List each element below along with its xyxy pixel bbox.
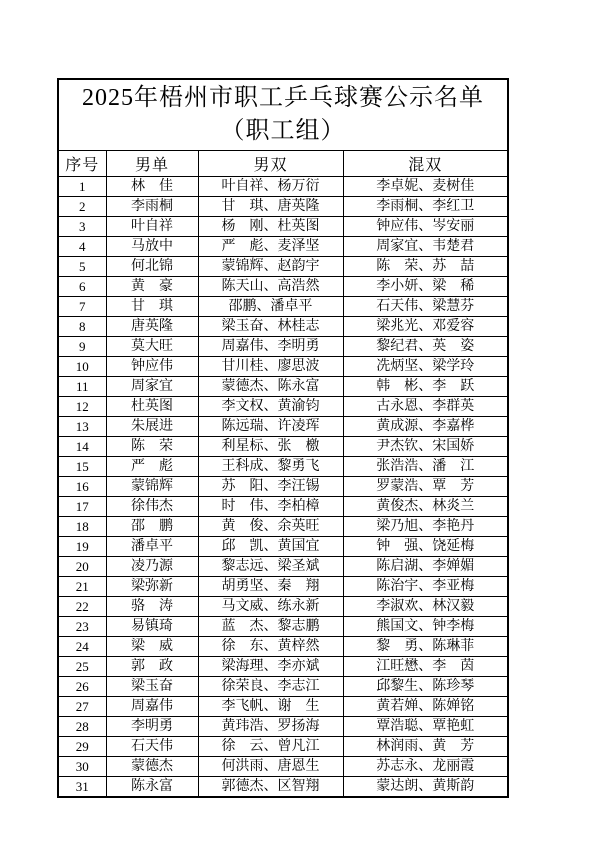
table-body (58, 177, 508, 798)
cell-mens-doubles: 蒙锦辉、赵韵宇 (198, 257, 343, 277)
table-row (58, 317, 508, 337)
cell-serial-number: 9 (58, 337, 106, 357)
cell-mens-doubles: 马文威、练永新 (198, 597, 343, 617)
table-row (58, 617, 508, 637)
cell-serial-number: 7 (58, 297, 106, 317)
cell-mens-singles: 马放中 (106, 237, 198, 257)
table-row (58, 177, 508, 197)
cell-serial-number: 18 (58, 517, 106, 537)
cell-serial-number: 28 (58, 717, 106, 737)
cell-mens-singles: 莫大旺 (106, 337, 198, 357)
title-line-2: （职工组） (220, 118, 346, 144)
cell-mixed-doubles: 江旺懋、李 茵 (343, 657, 508, 677)
cell-mens-singles: 李明勇 (106, 717, 198, 737)
cell-mixed-doubles: 陈治宇、李亚梅 (343, 577, 508, 597)
cell-mens-doubles: 胡勇坚、秦 翔 (198, 577, 343, 597)
cell-mens-singles: 梁玉奋 (106, 677, 198, 697)
column-header-mixed-doubles: 混双 (343, 151, 508, 177)
cell-mens-doubles: 邱 凯、黄国宜 (198, 537, 343, 557)
roster-table (57, 78, 509, 798)
table-row (58, 377, 508, 397)
cell-mens-singles: 朱展进 (106, 417, 198, 437)
cell-mixed-doubles: 钟 强、饶延梅 (343, 537, 508, 557)
cell-mens-singles: 钟应伟 (106, 357, 198, 377)
cell-mens-singles: 邵 鹏 (106, 517, 198, 537)
cell-mens-doubles: 杨 刚、杜英图 (198, 217, 343, 237)
cell-mens-singles: 徐伟杰 (106, 497, 198, 517)
cell-mens-singles: 陈 荣 (106, 437, 198, 457)
cell-mens-singles: 梁弥新 (106, 577, 198, 597)
cell-mens-doubles: 黄 俊、余英旺 (198, 517, 343, 537)
cell-mixed-doubles: 钟应伟、岑安丽 (343, 217, 508, 237)
table-row (58, 537, 508, 557)
cell-serial-number: 13 (58, 417, 106, 437)
cell-serial-number: 24 (58, 637, 106, 657)
cell-serial-number: 27 (58, 697, 106, 717)
table-row (58, 717, 508, 737)
table-row (58, 397, 508, 417)
cell-mens-doubles: 徐 云、曾凡江 (198, 737, 343, 757)
cell-mens-doubles: 陈远瑞、许凌珲 (198, 417, 343, 437)
cell-mixed-doubles: 黎 勇、陈琳菲 (343, 637, 508, 657)
cell-mixed-doubles: 林润雨、黄 芳 (343, 737, 508, 757)
table-row (58, 217, 508, 237)
cell-mens-doubles: 时 伟、李柏樟 (198, 497, 343, 517)
cell-mens-doubles: 黎志远、梁圣斌 (198, 557, 343, 577)
table-row (58, 337, 508, 357)
cell-mens-singles: 石天伟 (106, 737, 198, 757)
cell-mens-doubles: 黄玮浩、罗扬海 (198, 717, 343, 737)
cell-serial-number: 31 (58, 777, 106, 798)
cell-mens-doubles: 叶自祥、杨万衍 (198, 177, 343, 197)
table-row (58, 697, 508, 717)
table-row (58, 777, 508, 798)
cell-mens-singles: 唐英隆 (106, 317, 198, 337)
cell-serial-number: 30 (58, 757, 106, 777)
cell-mixed-doubles: 石天伟、梁慧芬 (343, 297, 508, 317)
cell-mens-doubles: 梁海理、李亦斌 (198, 657, 343, 677)
cell-mens-doubles: 苏 阳、李汪锡 (198, 477, 343, 497)
cell-mixed-doubles: 张浩浩、潘 江 (343, 457, 508, 477)
cell-mixed-doubles: 李卓妮、麦树佳 (343, 177, 508, 197)
cell-serial-number: 14 (58, 437, 106, 457)
cell-mens-singles: 李雨桐 (106, 197, 198, 217)
cell-mixed-doubles: 韩 彬、李 跃 (343, 377, 508, 397)
cell-mens-doubles: 甘 琪、唐英隆 (198, 197, 343, 217)
cell-mens-singles: 甘 琪 (106, 297, 198, 317)
cell-mens-singles: 易镇琦 (106, 617, 198, 637)
cell-serial-number: 8 (58, 317, 106, 337)
cell-serial-number: 11 (58, 377, 106, 397)
cell-mixed-doubles: 覃浩聪、覃艳虹 (343, 717, 508, 737)
cell-mixed-doubles: 梁乃旭、李艳丹 (343, 517, 508, 537)
header-row (58, 151, 508, 177)
table-row (58, 457, 508, 477)
cell-mixed-doubles: 李小妍、梁 稀 (343, 277, 508, 297)
title-line-1: 2025年梧州市职工乒乓球赛公示名单 (82, 85, 484, 111)
table-row (58, 757, 508, 777)
cell-mens-singles: 陈永富 (106, 777, 198, 798)
table-row (58, 197, 508, 217)
cell-mixed-doubles: 李雨桐、李红卫 (343, 197, 508, 217)
cell-mixed-doubles: 李淑欢、林汉毅 (343, 597, 508, 617)
cell-mens-singles: 潘卓平 (106, 537, 198, 557)
cell-mens-doubles: 利星标、张 檄 (198, 437, 343, 457)
cell-mens-singles: 周嘉伟 (106, 697, 198, 717)
table-row (58, 677, 508, 697)
table-row (58, 637, 508, 657)
cell-mens-doubles: 梁玉奋、林桂志 (198, 317, 343, 337)
table-row (58, 597, 508, 617)
cell-mixed-doubles: 黄若婵、陈婵铭 (343, 697, 508, 717)
cell-serial-number: 1 (58, 177, 106, 197)
table-row (58, 657, 508, 677)
cell-mixed-doubles: 苏志永、龙丽霞 (343, 757, 508, 777)
cell-mixed-doubles: 蒙达朗、黄斯韵 (343, 777, 508, 798)
cell-serial-number: 2 (58, 197, 106, 217)
cell-mixed-doubles: 黄成源、李嘉桦 (343, 417, 508, 437)
table-row (58, 277, 508, 297)
cell-mixed-doubles: 古永恩、李群英 (343, 397, 508, 417)
cell-mens-doubles: 陈天山、高浩然 (198, 277, 343, 297)
cell-serial-number: 4 (58, 237, 106, 257)
column-header-serial: 序号 (58, 151, 106, 177)
cell-mens-singles: 周家宜 (106, 377, 198, 397)
cell-mens-singles: 蒙锦辉 (106, 477, 198, 497)
cell-mens-singles: 郭 政 (106, 657, 198, 677)
table-row (58, 437, 508, 457)
cell-mixed-doubles: 周家宜、韦楚君 (343, 237, 508, 257)
table-row (58, 297, 508, 317)
cell-serial-number: 5 (58, 257, 106, 277)
cell-serial-number: 23 (58, 617, 106, 637)
table-row (58, 517, 508, 537)
cell-mixed-doubles: 邱黎生、陈珍琴 (343, 677, 508, 697)
cell-serial-number: 17 (58, 497, 106, 517)
cell-mens-singles: 黄 豪 (106, 277, 198, 297)
cell-mixed-doubles: 黄俊杰、林炎兰 (343, 497, 508, 517)
cell-serial-number: 16 (58, 477, 106, 497)
cell-serial-number: 12 (58, 397, 106, 417)
table-row (58, 577, 508, 597)
cell-mens-doubles: 邵鹏、潘卓平 (198, 297, 343, 317)
column-header-mens-doubles: 男双 (198, 151, 343, 177)
cell-mens-singles: 严 彪 (106, 457, 198, 477)
table-row (58, 497, 508, 517)
cell-mens-singles: 凌乃源 (106, 557, 198, 577)
table-row (58, 257, 508, 277)
cell-mens-doubles: 李文权、黄渝钧 (198, 397, 343, 417)
cell-mixed-doubles: 陈启湖、李婵媚 (343, 557, 508, 577)
cell-serial-number: 29 (58, 737, 106, 757)
cell-serial-number: 21 (58, 577, 106, 597)
table-title (58, 79, 508, 151)
table-row (58, 237, 508, 257)
cell-mens-doubles: 徐 东、黄梓然 (198, 637, 343, 657)
cell-mens-singles: 林 佳 (106, 177, 198, 197)
cell-mens-doubles: 蒙德杰、陈永富 (198, 377, 343, 397)
cell-mens-doubles: 王科成、黎勇飞 (198, 457, 343, 477)
cell-mens-doubles: 李飞帆、谢 生 (198, 697, 343, 717)
cell-mens-singles: 骆 涛 (106, 597, 198, 617)
table-row (58, 557, 508, 577)
cell-mens-singles: 叶自祥 (106, 217, 198, 237)
cell-mens-singles: 杜英图 (106, 397, 198, 417)
cell-mens-doubles: 徐荣良、李志江 (198, 677, 343, 697)
cell-mixed-doubles: 罗蒙浩、覃 芳 (343, 477, 508, 497)
cell-mens-doubles: 郭德杰、区智翔 (198, 777, 343, 798)
cell-mens-doubles: 何洪雨、唐恩生 (198, 757, 343, 777)
cell-mens-doubles: 蓝 杰、黎志鹏 (198, 617, 343, 637)
cell-serial-number: 3 (58, 217, 106, 237)
cell-mixed-doubles: 陈 荣、苏 喆 (343, 257, 508, 277)
table-row (58, 737, 508, 757)
cell-mixed-doubles: 梁兆光、邓爱容 (343, 317, 508, 337)
cell-mens-doubles: 甘川桂、廖思波 (198, 357, 343, 377)
title-row (58, 79, 508, 151)
table-row (58, 477, 508, 497)
cell-mixed-doubles: 黎纪君、英 姿 (343, 337, 508, 357)
cell-serial-number: 15 (58, 457, 106, 477)
cell-serial-number: 10 (58, 357, 106, 377)
cell-serial-number: 25 (58, 657, 106, 677)
cell-mixed-doubles: 冼炳坚、梁学玲 (343, 357, 508, 377)
cell-mens-doubles: 严 彪、麦泽坚 (198, 237, 343, 257)
cell-mixed-doubles: 尹杰钦、宋国娇 (343, 437, 508, 457)
cell-serial-number: 26 (58, 677, 106, 697)
table-row (58, 417, 508, 437)
cell-mixed-doubles: 熊国文、钟李梅 (343, 617, 508, 637)
column-header-mens-singles: 男单 (106, 151, 198, 177)
table-row (58, 357, 508, 377)
cell-mens-singles: 蒙德杰 (106, 757, 198, 777)
cell-mens-doubles: 周嘉伟、李明勇 (198, 337, 343, 357)
cell-mens-singles: 梁 威 (106, 637, 198, 657)
cell-serial-number: 19 (58, 537, 106, 557)
cell-serial-number: 22 (58, 597, 106, 617)
cell-mens-singles: 何北锦 (106, 257, 198, 277)
cell-serial-number: 6 (58, 277, 106, 297)
cell-serial-number: 20 (58, 557, 106, 577)
